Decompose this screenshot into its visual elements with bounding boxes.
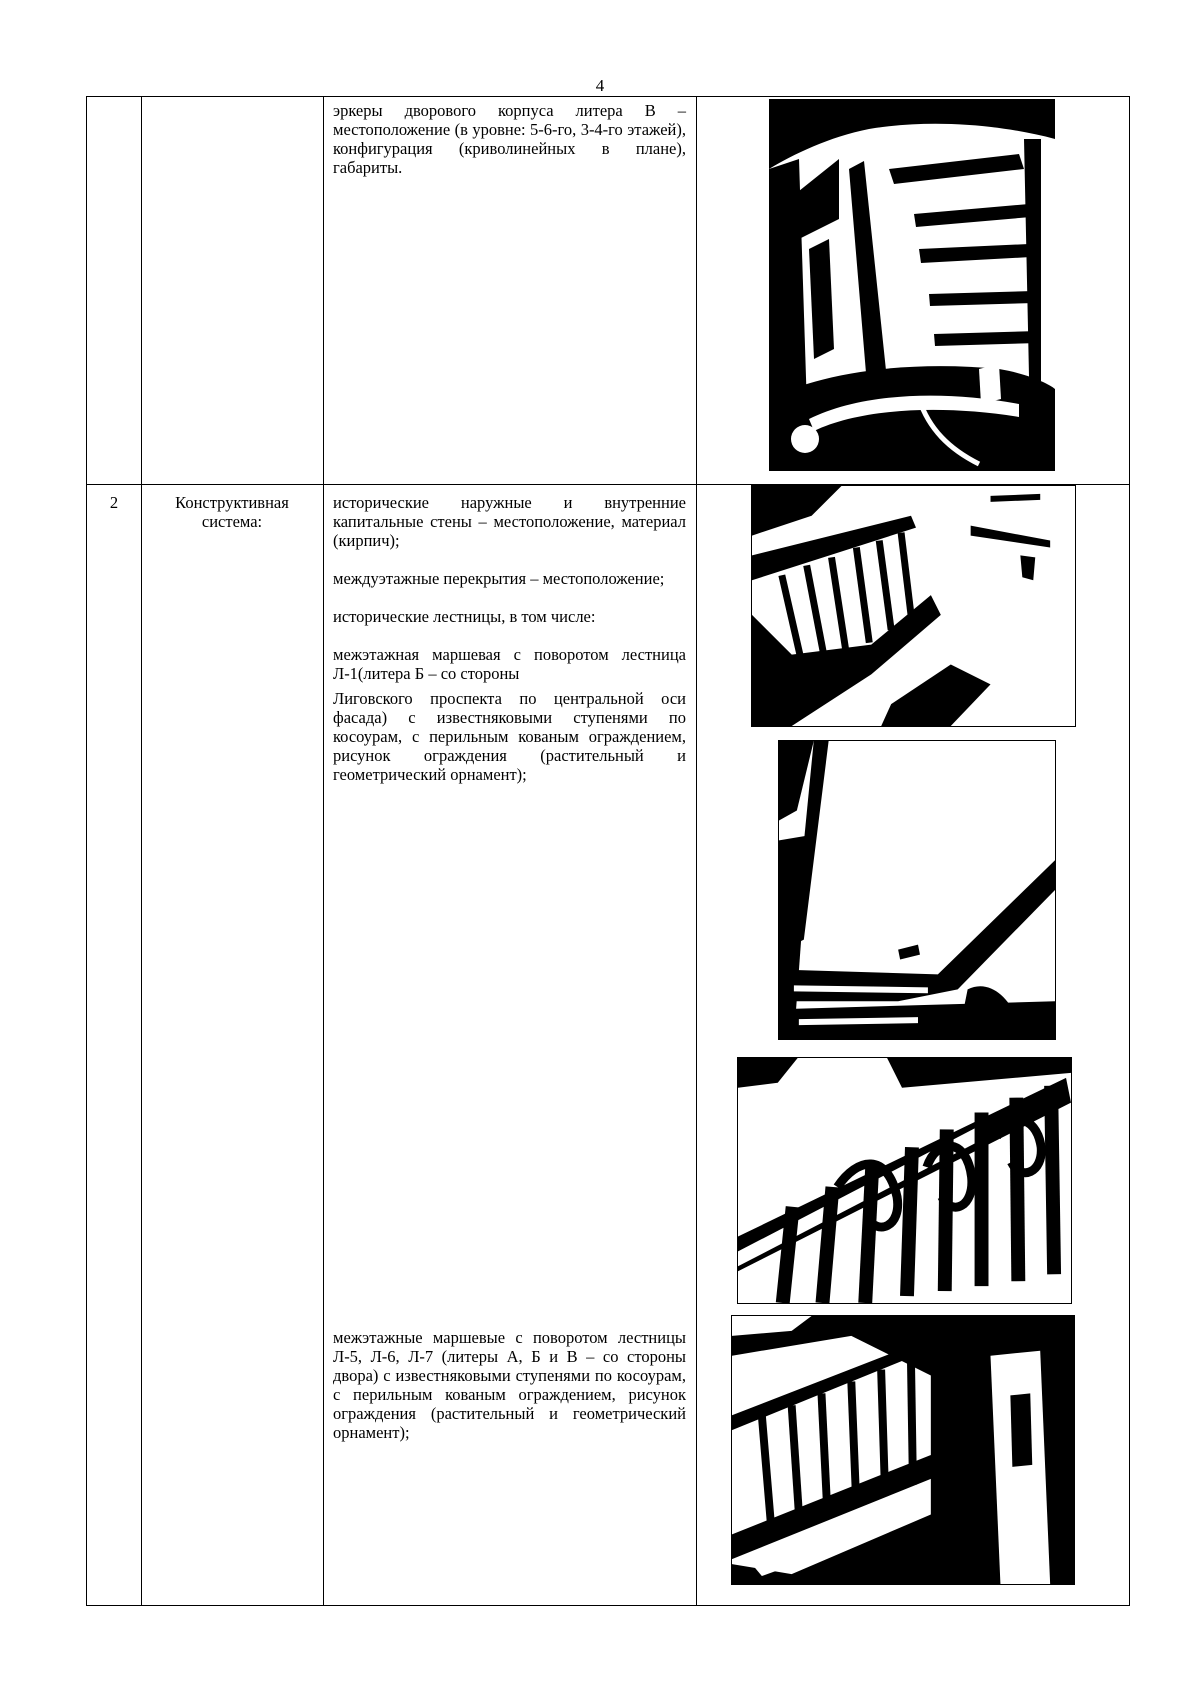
row-2-paragraph: исторические наружные и внутренние капитальные стены – местоположение, материал (кирпич); bbox=[333, 493, 686, 550]
row-2-paragraph: межэтажные маршевые с поворотом лестницы Л-5, Л-6, Л-7 (литеры А, Б и В – со стороны двора) с известняковыми ступенями по косоурам, с перильным кованым ограждением, рисунок ограждения (растительный и геометрический орнамент); bbox=[333, 1328, 686, 1442]
forged-railing-closeup-photo bbox=[737, 1057, 1072, 1304]
staircase-underside-photo bbox=[778, 740, 1056, 1040]
row-2-description bbox=[333, 493, 686, 784]
column-divider bbox=[141, 97, 142, 1605]
row-2-description-continued bbox=[333, 1328, 686, 1442]
row-1-description bbox=[333, 101, 686, 177]
row-2-title: Конструктивная система: bbox=[175, 493, 289, 531]
staircase-railing-photo-2 bbox=[731, 1315, 1075, 1585]
row-1-paragraph: эркеры дворового корпуса литера В – местоположение (в уровне: 5-6-го, 3-4-го этажей), конфигурация (криволинейных в плане), габариты. bbox=[333, 101, 686, 177]
row-2-paragraph: Лиговского проспекта по центральной оси фасада) с известняковыми ступенями по косоурам, с перильным кованым ограждением, рисунок ограждения (растительный и геометрический орнамент); bbox=[333, 689, 686, 784]
row-2-paragraph: междуэтажные перекрытия – местоположение; bbox=[333, 569, 665, 588]
bay-window-courtyard-photo bbox=[769, 99, 1055, 471]
row-2-number: 2 bbox=[109, 493, 119, 512]
document-table bbox=[86, 96, 1130, 1606]
column-divider bbox=[323, 97, 324, 1605]
row-2-paragraph: межэтажная маршевая с поворотом лестница Л-1(литера Б – со стороны bbox=[333, 645, 686, 683]
page-number: 4 bbox=[595, 76, 605, 95]
row-2-paragraph: исторические лестницы, в том числе: bbox=[333, 607, 596, 626]
column-divider bbox=[696, 97, 697, 1605]
staircase-railing-photo-1 bbox=[751, 485, 1076, 727]
